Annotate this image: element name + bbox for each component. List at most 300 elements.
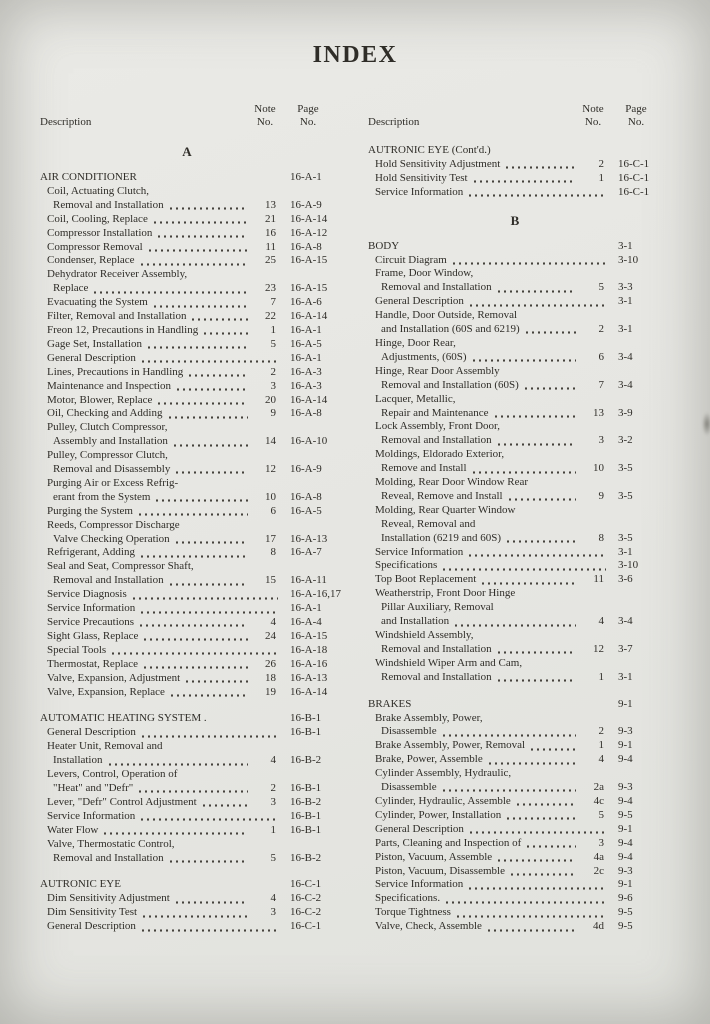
entry-text: Maintenance and Inspection xyxy=(47,379,172,392)
page-number: 3-5 xyxy=(618,531,633,544)
entry-text: Replace xyxy=(53,282,89,295)
index-entry-row xyxy=(40,241,334,255)
dot-leader xyxy=(106,754,249,768)
note-number: 2 xyxy=(598,725,604,738)
note-number: 2a xyxy=(593,781,604,794)
page-number: 16-C-1 xyxy=(618,185,650,198)
index-entry-row xyxy=(368,878,662,892)
note-number: 19 xyxy=(265,685,276,698)
dot-leader xyxy=(466,878,606,892)
entry-text: "Heat" and "Defr" xyxy=(53,781,134,794)
page-number: 3-7 xyxy=(618,642,633,655)
dot-leader xyxy=(167,574,248,588)
page-number: 16-C-1 xyxy=(618,157,650,170)
note-number: 11 xyxy=(265,240,276,253)
index-entry-row xyxy=(368,448,662,462)
entry-text: Seal and Seat, Compressor Shaft, xyxy=(47,560,194,573)
dot-leader xyxy=(139,920,278,934)
page-number: 9-4 xyxy=(618,836,633,849)
index-entry-row xyxy=(40,906,334,920)
index-entry-row xyxy=(368,739,662,753)
page-number: 16-C-2 xyxy=(290,892,322,905)
index-entry-row xyxy=(368,546,662,560)
entry-text: Top Boot Replacement xyxy=(375,573,477,586)
entry-text: Parts, Cleaning and Inspection of xyxy=(375,836,522,849)
index-entry-row xyxy=(40,616,334,630)
page-number: 16-A-15 xyxy=(290,282,328,295)
entry-text: Valve, Expansion, Adjustment xyxy=(47,671,181,684)
page-number: 16-A-14 xyxy=(290,212,328,225)
entry-text: Service Precautions xyxy=(47,616,135,628)
scan-artifact-smudge xyxy=(702,412,710,436)
dot-leader xyxy=(136,782,248,796)
note-number: 2 xyxy=(598,323,604,336)
dot-leader xyxy=(524,837,576,851)
index-entry-row xyxy=(368,172,662,186)
index-entry-row xyxy=(40,282,334,296)
page-no-header: Page No. xyxy=(297,103,319,128)
index-entry-row xyxy=(40,227,334,241)
index-entry-row xyxy=(368,671,662,685)
entry-text: Repair and Maintenance xyxy=(381,406,489,419)
index-entry-row xyxy=(368,407,662,421)
entry-text: Cylinder Assembly, Hydraulic, xyxy=(375,767,512,780)
dot-leader xyxy=(495,671,576,685)
entry-text: Windshield Assembly, xyxy=(375,629,474,641)
page-number: 9-1 xyxy=(618,739,633,752)
entry-text: Service Information xyxy=(375,878,464,891)
index-entry-row xyxy=(40,477,334,491)
index-entry-row xyxy=(368,434,662,448)
page-number: 3-5 xyxy=(618,462,633,475)
index-entry-row xyxy=(368,323,662,337)
entry-text: Removal and Installation xyxy=(53,851,164,864)
entry-text: Assembly and Installation xyxy=(53,435,168,448)
index-entry-row xyxy=(368,920,662,934)
page-number: 3-1 xyxy=(618,295,633,308)
dot-leader xyxy=(495,643,576,657)
note-number: 18 xyxy=(265,671,276,684)
note-number: 15 xyxy=(265,574,276,587)
index-entry-row xyxy=(368,809,662,823)
dot-leader xyxy=(189,310,248,324)
index-entry-row xyxy=(368,281,662,295)
index-entry-row xyxy=(368,365,662,379)
entry-text: Filter, Removal and Installation xyxy=(47,310,187,323)
index-entry-row xyxy=(368,462,662,476)
note-number: 13 xyxy=(265,198,276,211)
index-entry-row xyxy=(40,574,334,588)
index-entry-row xyxy=(40,435,334,449)
title-spacer xyxy=(207,712,282,726)
index-entry-row xyxy=(368,587,662,601)
page-number: 16-A-8 xyxy=(290,490,322,503)
index-entry-row xyxy=(368,518,662,532)
section-title-row xyxy=(40,712,334,726)
note-number: 1 xyxy=(598,739,604,752)
index-entry-row xyxy=(40,740,334,754)
entry-text: Installation xyxy=(53,754,103,767)
entry-text: Pulley, Compressor Clutch, xyxy=(47,449,168,462)
index-entry-row xyxy=(368,532,662,546)
page-number: 9-3 xyxy=(618,725,633,738)
page-number: 16-C-1 xyxy=(618,171,650,184)
note-number: 8 xyxy=(598,531,604,544)
note-number: 26 xyxy=(265,657,276,670)
entry-text: Compressor Installation xyxy=(47,226,153,239)
entry-text: Reveal, Remove and Install xyxy=(381,489,503,502)
note-number: 16 xyxy=(265,226,276,239)
index-entry-row xyxy=(40,546,334,560)
index-entry-row xyxy=(368,393,662,407)
index-entry-row xyxy=(40,852,334,866)
note-number: 4 xyxy=(270,616,276,628)
index-entry-row xyxy=(40,768,334,782)
page-number: 16-A-11 xyxy=(290,574,327,587)
index-entry-row xyxy=(368,158,662,172)
page-number: 9-5 xyxy=(618,906,633,919)
dot-leader xyxy=(503,158,576,172)
page-number: 16-A-13 xyxy=(290,532,328,545)
section-title: BODY xyxy=(368,239,400,252)
dot-leader xyxy=(471,172,576,186)
entry-text: Pillar Auxiliary, Removal xyxy=(381,601,494,614)
page-number: 16-A-16,17 xyxy=(290,588,342,601)
dot-leader xyxy=(138,254,248,268)
note-number: 4 xyxy=(598,753,604,766)
page-number: 16-A-1 xyxy=(290,323,322,336)
note-number: 12 xyxy=(265,463,276,476)
index-entry-row xyxy=(368,643,662,657)
page-number: 16-A-3 xyxy=(290,379,322,392)
index-entry-row xyxy=(368,490,662,504)
page-number: 16-A-12 xyxy=(290,226,328,239)
index-content xyxy=(0,103,710,947)
dot-leader xyxy=(508,865,576,879)
dot-leader xyxy=(440,781,576,795)
entry-text: Coil, Cooling, Replace xyxy=(47,212,148,225)
entry-text: Handle, Door Outside, Removal xyxy=(375,309,518,322)
index-entry-row xyxy=(368,753,662,767)
page-number: 16-A-7 xyxy=(290,546,322,559)
note-number: 6 xyxy=(598,350,604,363)
page-number: 16-A-14 xyxy=(290,685,328,698)
section-letter-heading: B xyxy=(510,212,520,228)
dot-leader xyxy=(183,672,248,686)
index-entry-row xyxy=(368,767,662,781)
index-entry-row xyxy=(40,421,334,435)
page-number: 16-A-1 xyxy=(290,351,322,364)
entry-text: Purging the System xyxy=(47,504,133,517)
note-number: 10 xyxy=(265,490,276,503)
entry-text: Reveal, Removal and xyxy=(381,517,476,530)
entry-text: Piston, Vacuum, Assemble xyxy=(375,850,493,863)
entry-text: Dim Sensitivity Test xyxy=(47,906,138,919)
note-number: 3 xyxy=(598,434,604,447)
entry-text: Specifications. xyxy=(375,892,441,905)
dot-leader xyxy=(139,726,278,740)
entry-text: Evacuating the System xyxy=(47,296,148,309)
page-number: 3-1 xyxy=(618,323,633,336)
index-entry-row xyxy=(368,906,662,920)
entry-text: Lines, Precautions in Handling xyxy=(47,365,184,378)
entry-text: Levers, Control, Operation of xyxy=(47,768,178,781)
page-number: 3-1 xyxy=(618,670,633,683)
entry-text: Cylinder, Power, Installation xyxy=(375,808,502,821)
entry-text: Service Diagnosis xyxy=(47,588,127,601)
dot-leader xyxy=(140,906,248,920)
dot-leader xyxy=(504,532,576,546)
index-entry-row xyxy=(40,449,334,463)
dot-leader xyxy=(440,725,576,739)
entry-text: Removal and Installation xyxy=(381,642,492,655)
index-entry-row xyxy=(368,476,662,490)
dot-leader xyxy=(155,227,248,241)
dot-leader xyxy=(479,573,576,587)
dot-leader xyxy=(153,491,248,505)
index-entry-row xyxy=(368,781,662,795)
page-number: 3-5 xyxy=(618,489,633,502)
entry-text: Coil, Actuating Clutch, xyxy=(47,184,150,197)
dot-leader xyxy=(151,296,248,310)
note-number: 4 xyxy=(270,892,276,905)
entry-text: Installation (6219 and 60S) xyxy=(381,531,502,544)
page-number: 9-1 xyxy=(618,878,633,891)
index-entry-row xyxy=(40,505,334,519)
index-entry-row xyxy=(40,533,334,547)
dot-leader xyxy=(109,644,278,658)
dot-leader xyxy=(91,282,248,296)
entry-text: Valve, Check, Assemble xyxy=(375,920,482,933)
page-title: INDEX xyxy=(312,42,398,68)
dot-leader xyxy=(137,616,248,630)
entry-text: General Description xyxy=(47,726,136,739)
entry-text: Removal and Installation (60S) xyxy=(381,378,519,391)
entry-text: Dehydrator Receiver Assembly, xyxy=(47,268,188,281)
note-number: 2 xyxy=(270,365,276,378)
entry-text: Windshield Wiper Arm and Cam, xyxy=(375,656,523,669)
entry-text: Specifications xyxy=(375,559,438,572)
note-number: 25 xyxy=(265,254,276,267)
index-entry-row xyxy=(40,588,342,602)
entry-text: and Installation (60S and 6219) xyxy=(381,323,520,336)
dot-leader xyxy=(506,490,576,504)
dot-leader xyxy=(200,796,248,810)
entry-text: Service Information xyxy=(47,809,136,822)
entry-text: Water Flow xyxy=(47,823,99,836)
index-entry-row xyxy=(40,185,334,199)
section-page-number: 16-C-1 xyxy=(290,878,322,891)
entry-text: Gage Set, Installation xyxy=(47,337,143,350)
entry-text: Reeds, Compressor Discharge xyxy=(47,518,180,531)
index-section xyxy=(368,240,662,685)
index-entry-row xyxy=(40,463,334,477)
entry-text: General Description xyxy=(375,295,464,308)
page-number: 9-3 xyxy=(618,864,633,877)
dot-leader xyxy=(467,295,606,309)
page-number: 16-A-8 xyxy=(290,240,322,253)
entry-text: Service Information xyxy=(47,602,136,615)
dot-leader xyxy=(467,823,606,837)
page-number: 16-A-10 xyxy=(290,435,328,448)
dot-leader xyxy=(495,851,576,865)
dot-leader xyxy=(155,394,248,408)
page-number: 16-A-5 xyxy=(290,337,322,350)
page-number: 16-B-2 xyxy=(290,851,322,864)
entry-text: Removal and Installation xyxy=(53,574,164,587)
page-number: 16-B-2 xyxy=(290,795,322,808)
note-no-header: Note No. xyxy=(582,103,604,128)
entry-text: Hinge, Door Rear, xyxy=(375,336,456,349)
dot-leader xyxy=(141,630,248,644)
page-number: 16-C-2 xyxy=(290,906,322,919)
dot-leader xyxy=(139,352,278,366)
page-number: 16-B-1 xyxy=(290,726,322,739)
index-entry-row xyxy=(40,310,334,324)
note-number: 14 xyxy=(265,435,276,448)
section-title: BRAKES xyxy=(368,697,412,710)
dot-leader xyxy=(495,281,576,295)
entry-text: Compressor Removal xyxy=(47,240,143,253)
note-number: 2c xyxy=(593,864,604,877)
section-letter-heading: A xyxy=(182,144,192,159)
dot-leader xyxy=(523,323,576,337)
entry-text: Valve, Thermostatic Control, xyxy=(47,837,175,850)
page-number: 16-A-9 xyxy=(290,198,322,211)
note-number: 3 xyxy=(270,795,276,808)
dot-leader xyxy=(440,559,606,573)
section-title-row xyxy=(368,144,662,158)
note-number: 10 xyxy=(593,462,604,475)
page-number: 16-A-15 xyxy=(290,254,328,267)
note-number: 11 xyxy=(593,573,604,586)
index-section xyxy=(368,144,662,200)
dot-leader xyxy=(173,463,248,477)
index-entry-row xyxy=(368,186,662,200)
page-number: 16-A-8 xyxy=(290,407,322,420)
note-number: 8 xyxy=(270,546,276,559)
page-number: 16-A-5 xyxy=(290,504,322,517)
note-number: 1 xyxy=(598,171,604,184)
entry-text: Thermostat, Replace xyxy=(47,657,139,670)
note-number: 7 xyxy=(270,296,276,309)
title-spacer xyxy=(491,144,610,158)
index-entry-row xyxy=(368,337,662,351)
entry-text: Valve Checking Operation xyxy=(53,532,170,545)
index-entry-row xyxy=(40,782,334,796)
index-entry-row xyxy=(368,615,662,629)
dot-leader xyxy=(504,809,576,823)
index-column-left xyxy=(40,103,342,947)
dot-leader xyxy=(466,186,606,200)
index-entry-row xyxy=(368,559,662,573)
dot-leader xyxy=(168,686,248,700)
note-number: 3 xyxy=(270,906,276,919)
section-page-number: 9-1 xyxy=(618,697,633,710)
entry-text: Disassemble xyxy=(381,781,437,794)
page-number: 9-6 xyxy=(618,892,633,905)
page-number: 16-A-18 xyxy=(290,643,328,656)
page-number: 3-6 xyxy=(618,573,633,586)
index-entry-row xyxy=(368,725,662,739)
index-entry-row xyxy=(40,491,334,505)
index-entry-row xyxy=(368,837,662,851)
note-number: 6 xyxy=(270,504,276,517)
section-title-row xyxy=(40,878,334,892)
page-number: 9-1 xyxy=(618,822,633,835)
section-title: AUTRONIC EYE (Cont'd.) xyxy=(368,144,491,156)
index-entry-row xyxy=(40,726,334,740)
entry-text: Molding, Rear Door Window Rear xyxy=(375,476,529,489)
section-title: AUTOMATIC HEATING SYSTEM . xyxy=(40,712,207,725)
page-number: 3-2 xyxy=(618,434,633,447)
index-section xyxy=(40,878,334,934)
entry-text: Piston, Vacuum, Disassemble xyxy=(375,864,505,877)
dot-leader xyxy=(146,241,248,255)
index-entry-row xyxy=(368,851,662,865)
note-number: 7 xyxy=(598,378,604,391)
index-entry-row xyxy=(40,407,334,421)
page-number: 3-4 xyxy=(618,350,633,363)
index-entry-row xyxy=(40,199,334,213)
page-number: 9-4 xyxy=(618,794,633,807)
dot-leader xyxy=(136,505,248,519)
dot-leader xyxy=(466,546,606,560)
index-entry-row xyxy=(368,267,662,281)
index-entry-row xyxy=(368,254,662,268)
entry-text: Remove and Install xyxy=(381,462,467,475)
entry-text: Pulley, Clutch Compressor, xyxy=(47,421,168,434)
dot-leader xyxy=(173,892,248,906)
dot-leader xyxy=(470,351,576,365)
title-spacer xyxy=(121,878,282,892)
note-number: 24 xyxy=(265,629,276,642)
entry-text: Condenser, Replace xyxy=(47,254,135,267)
page-number: 3-10 xyxy=(618,253,639,266)
dot-leader xyxy=(495,434,576,448)
page-number: 9-3 xyxy=(618,781,633,794)
dot-leader xyxy=(514,795,576,809)
page-number: 16-B-1 xyxy=(290,823,322,836)
dot-leader xyxy=(101,824,248,838)
page-number: 16-A-1 xyxy=(290,602,322,615)
section-title-row xyxy=(40,171,334,185)
entry-text: Circuit Diagram xyxy=(375,253,447,266)
section-title: AUTRONIC EYE xyxy=(40,878,121,891)
index-entry-row xyxy=(368,865,662,879)
dot-leader xyxy=(528,739,576,753)
index-entry-row xyxy=(40,296,334,310)
page-number: 9-5 xyxy=(618,808,633,821)
page-number: 16-A-16 xyxy=(290,657,328,670)
note-number: 1 xyxy=(598,670,604,683)
section-title-row xyxy=(368,240,662,254)
dot-leader xyxy=(145,338,248,352)
index-entry-row xyxy=(368,892,662,906)
note-number: 1 xyxy=(270,823,276,836)
index-entry-row xyxy=(40,254,334,268)
index-entry-row xyxy=(40,560,334,574)
entry-text: Moldings, Eldorado Exterior, xyxy=(375,448,505,461)
page-number: 16-A-4 xyxy=(290,616,322,628)
section-title: AIR CONDITIONER xyxy=(40,171,137,183)
page-number: 16-C-1 xyxy=(290,920,322,933)
dot-leader xyxy=(173,533,248,547)
entry-text: Oil, Checking and Adding xyxy=(47,407,163,420)
dot-leader xyxy=(167,852,248,866)
index-entry-row xyxy=(368,795,662,809)
page-number: 16-B-2 xyxy=(290,754,322,767)
